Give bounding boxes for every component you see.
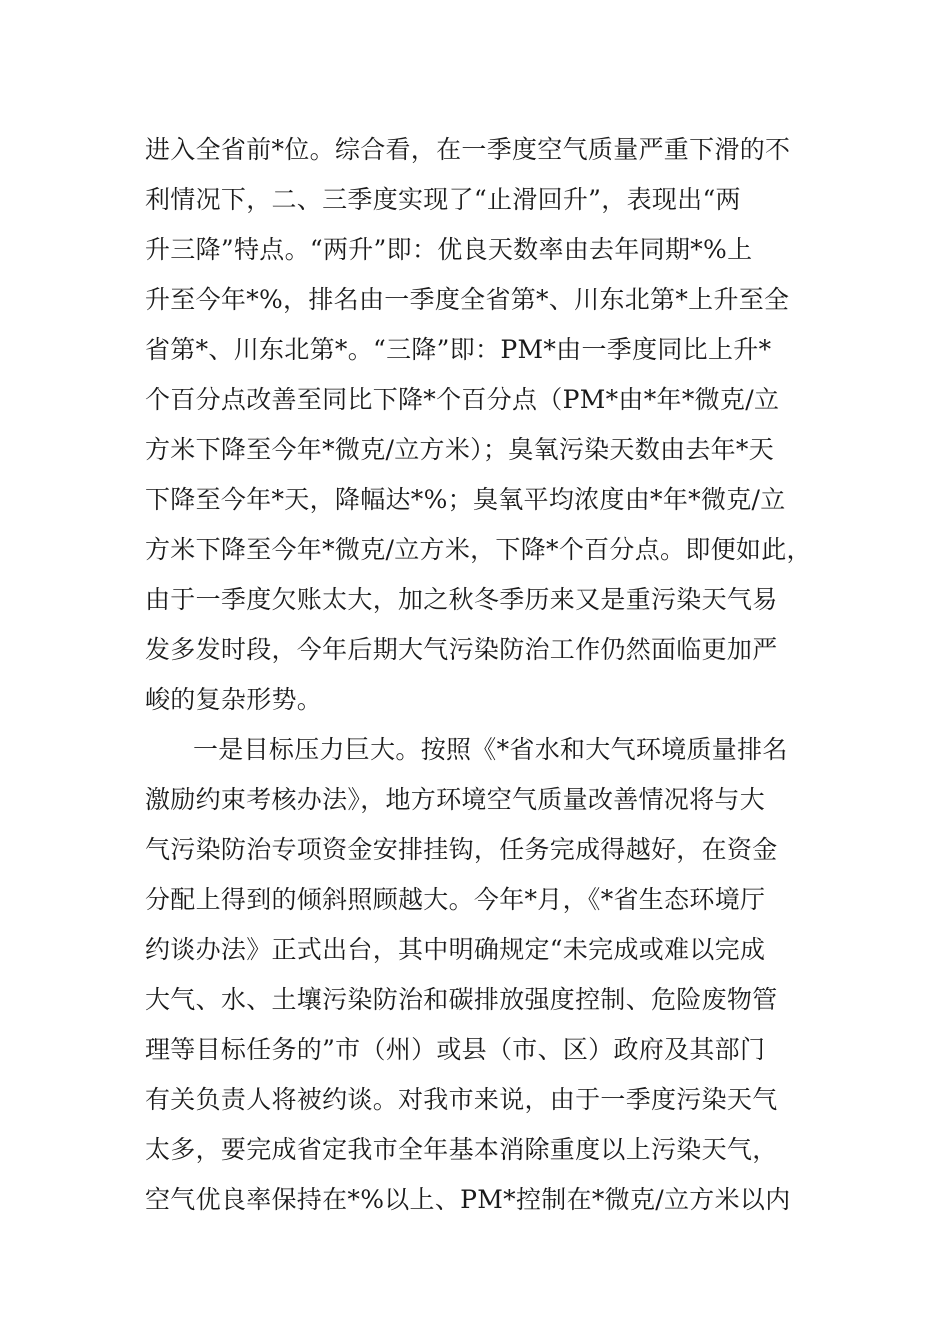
- paragraph-start-line: 一是目标压力巨大。按照《*省水和大气环境质量排名: [193, 735, 788, 764]
- text-line: 理等目标任务的”市（州）或县（市、区）政府及其部门: [145, 1035, 766, 1064]
- text-line: 方米下降至今年*微克/立方米）；臭氧污染天数由去年*天: [145, 435, 775, 464]
- text-line: 约谈办法》正式出台，其中明确规定“未完成或难以完成: [145, 935, 766, 964]
- text-line: 方米下降至今年*微克/立方米，下降*个百分点。即便如此，: [145, 535, 812, 564]
- text-line: 利情况下，二、三季度实现了“止滑回升”，表现出“两: [145, 185, 741, 214]
- text-line: 大气、水、土壤污染防治和碳排放强度控制、危险废物管: [145, 985, 778, 1014]
- text-line: 个百分点改善至同比下降*个百分点（PM*由*年*微克/立: [145, 385, 780, 414]
- text-line: 省第*、川东北第*。“三降”即：PM*由一季度同比上升*: [145, 335, 772, 364]
- text-line: 升至今年*%，排名由一季度全省第*、川东北第*上升至全: [145, 285, 790, 314]
- text-line: 激励约束考核办法》，地方环境空气质量改善情况将与大: [145, 785, 766, 814]
- text-line: 升三降”特点。“两升”即：优良天数率由去年同期*%上: [145, 235, 753, 264]
- text-line: 进入全省前*位。综合看，在一季度空气质量严重下滑的不: [145, 135, 791, 164]
- text-line: 空气优良率保持在*%以上、PM*控制在*微克/立方米以内: [145, 1185, 791, 1214]
- text-line: 太多，要完成省定我市全年基本消除重度以上污染天气，: [145, 1135, 778, 1164]
- text-line: 有关负责人将被约谈。对我市来说，由于一季度污染天气: [145, 1085, 778, 1114]
- text-line: 下降至今年*天，降幅达*%；臭氧平均浓度由*年*微克/立: [145, 485, 786, 514]
- text-line: 气污染防治专项资金安排挂钩，任务完成得越好，在资金: [145, 835, 778, 864]
- text-line: 分配上得到的倾斜照顾越大。今年*月，《*省生态环境厅: [145, 885, 766, 914]
- text-line: 由于一季度欠账太大，加之秋冬季历来又是重污染天气易: [145, 585, 778, 614]
- text-line: 发多发时段，今年后期大气污染防治工作仍然面临更加严: [145, 635, 778, 664]
- text-line: 峻的复杂形势。: [145, 685, 323, 714]
